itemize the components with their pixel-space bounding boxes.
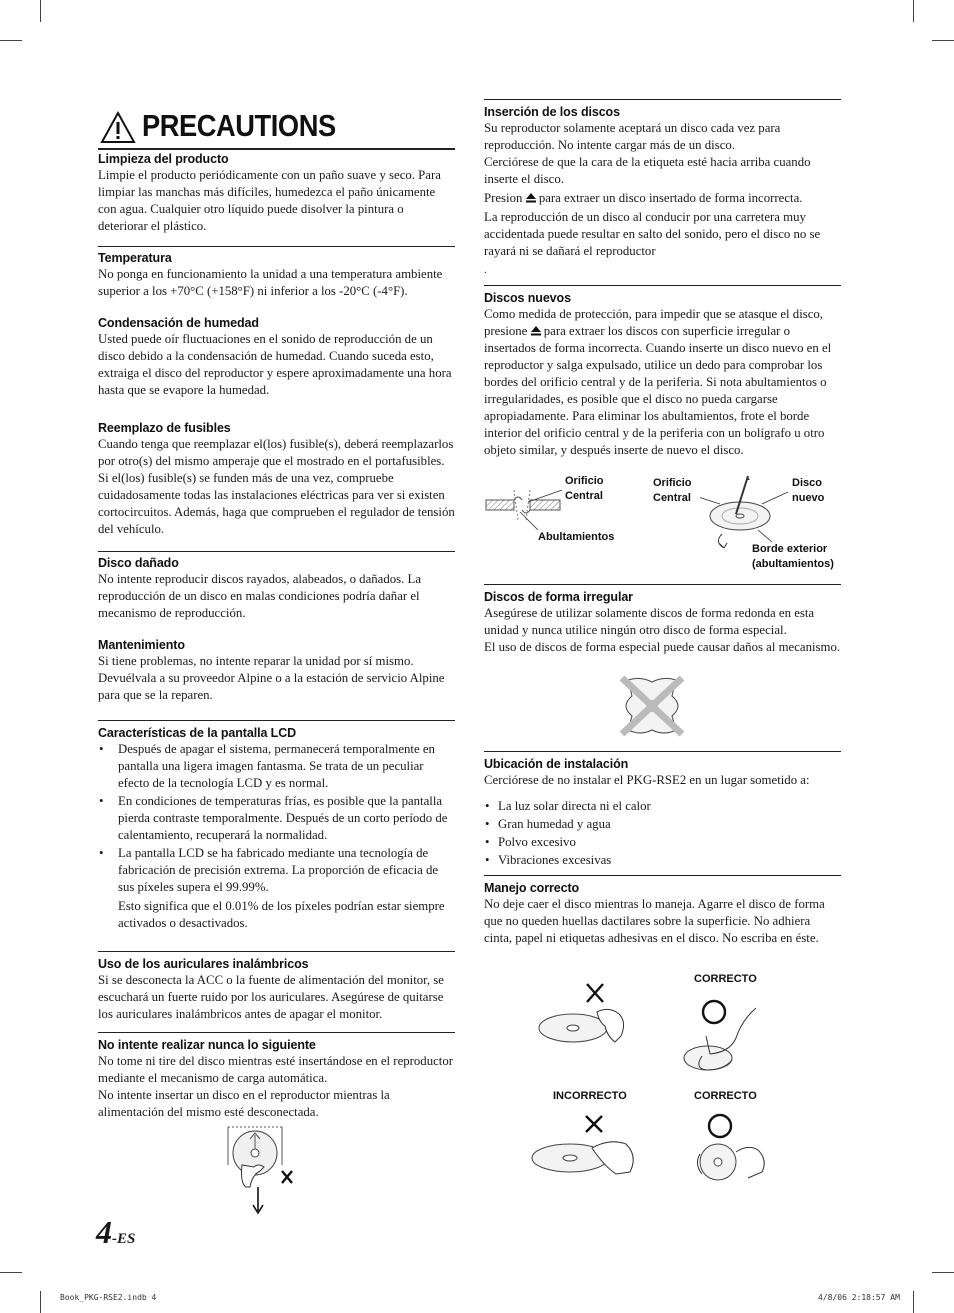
disc-handling-incorrect-1 <box>535 980 635 1052</box>
page-number-digit: 4 <box>96 1214 112 1250</box>
section-limpieza <box>98 152 455 235</box>
page-title: PRECAUTIONS <box>142 108 336 143</box>
section-heading: Características de la pantalla LCD <box>98 726 297 740</box>
section-nunca <box>98 1038 455 1121</box>
section-text <box>484 306 841 459</box>
section-text: Asegúrese de utilizar solamente discos de forma redonda en esta unidad y nunca utilice ningún otro disco de forma especial. <box>484 606 815 637</box>
section-text: No ponga en funcionamiento la unidad a una temperatura ambiente superior a los +70°C (+158°F) ni inferior a los -20°C (-4°F). <box>98 267 443 298</box>
disc-handling-correct-1 <box>680 996 770 1076</box>
section-divider <box>98 951 455 952</box>
section-heading: No intente realizar nunca lo siguiente <box>98 1038 316 1052</box>
section-heading: Mantenimiento <box>98 638 185 652</box>
warning-icon <box>100 111 136 145</box>
section-divider <box>98 246 455 247</box>
list-item: • Después de apagar el sistema, permanecerá temporalmente en pantalla una ligera imagen fantasma. Se trata de un peculiar efecto de la tecnología LCD y es normal. <box>98 741 455 792</box>
section-heading: Ubicación de instalación <box>484 757 629 771</box>
section-text: Cuando tenga que reemplazar el(los) fusible(s), deberá reemplazarlos por otro(s) del mismo amperaje que el mostrado en el portafusibles. Si el(los) fusible(s) se funden más de una vez, compruebe cuidadosamente todas las instalaciones eléctricas para ver si existen cortocircuitos. Además, haga que comprueben el regulador de tensión del vehículo. <box>98 437 455 536</box>
section-text <box>484 190 841 207</box>
section-insercion <box>484 105 841 279</box>
section-divider <box>484 584 841 585</box>
section-manejo <box>484 881 841 947</box>
lcd-list <box>98 741 455 896</box>
section-divider <box>98 720 455 721</box>
section-text: No intente reproducir discos rayados, alabeados, o dañados. La reproducción de un disco en malas condiciones podría dañar el mecanismo de reproducción. <box>98 572 422 620</box>
section-irregular <box>484 590 841 656</box>
crop-mark <box>0 1272 22 1273</box>
page-title-block <box>98 108 455 150</box>
section-condensacion <box>98 316 455 399</box>
section-text: La reproducción de un disco al conducir por una carretera muy accidentada puede resultar en salto del sonido, pero el disco no se rayará ni se dañará el reproductor <box>484 210 821 258</box>
crop-mark <box>913 0 914 22</box>
list-item: • Vibraciones excesivas <box>484 852 841 869</box>
inline-text: para extraer los discos con superficie irregular o insertados de forma incorrecta. Cuando inserte un disco nuevo en el reproductor y salga expulsado, utilice un dedo para comprobar los bordes del orificio central y de la periferia. Si nota abultamientos o irregularidades, es posible que el disco no pueda cargarse apropiadamente. Para eliminar los abultamientos, frote el borde interior del orificio central y de la periferia con un bolígrafo u otro objeto similar, y después inserte de nuevo el disco. <box>484 324 832 457</box>
section-heading: Disco dañado <box>98 556 179 570</box>
section-text: Limpie el producto periódicamente con un paño suave y seco. Para limpiar las manchas más difíciles, humedezca el paño únicamente con agua. Cualquier otro líquido puede disolver la pintura o deteriorar el plástico. <box>98 168 441 233</box>
section-divider <box>98 1032 455 1033</box>
section-heading: Manejo correcto <box>484 881 580 895</box>
section-auriculares <box>98 957 455 1023</box>
list-item: • Gran humedad y agua <box>484 816 841 833</box>
section-heading: Discos nuevos <box>484 291 571 305</box>
label-orificio-central: Orificio Central <box>653 477 692 504</box>
crop-mark <box>0 40 22 41</box>
label-abultamientos: Abultamientos <box>538 531 615 543</box>
section-lcd <box>98 726 455 932</box>
inline-text: Como medida de protección, para impedir que se atasque el disco, presione <box>484 307 824 338</box>
eject-icon <box>531 326 541 336</box>
inline-text: Presion <box>484 191 523 205</box>
disc-handling-incorrect-2 <box>530 1112 642 1178</box>
section-temperatura <box>98 251 455 300</box>
list-item: • La pantalla LCD se ha fabricado mediante una tecnología de fabricación de precisión extrema. La proporción de eficacia de sus píxeles supera el 99.99%. <box>98 845 455 896</box>
section-danado <box>98 556 455 622</box>
location-list <box>484 798 841 869</box>
section-heading: Reemplazo de fusibles <box>98 421 231 435</box>
label-correcto: CORRECTO <box>694 973 757 985</box>
section-divider <box>484 285 841 286</box>
page-number <box>96 1214 135 1251</box>
footer-date-info: 4/8/06 2:18:57 AM <box>818 1293 900 1302</box>
crop-mark <box>932 40 954 41</box>
label-correcto: CORRECTO <box>694 1090 757 1102</box>
irregular-disc-illustration <box>614 674 690 738</box>
section-heading: Condensación de humedad <box>98 316 259 330</box>
label-borde-exterior: Borde exterior (abultamientos) <box>752 543 834 570</box>
section-divider <box>484 99 841 100</box>
list-item: • La luz solar directa ni el calor <box>484 798 841 815</box>
section-text: Cerciórese de no instalar el PKG-RSE2 en un lugar sometido a: <box>484 773 810 787</box>
section-divider <box>98 551 455 552</box>
section-text: Si tiene problemas, no intente reparar la unidad por sí mismo. Devuélvala a su proveedor Alpine o a la estación de servicio Alpine para que se la reparen. <box>98 654 445 702</box>
section-heading: Inserción de los discos <box>484 105 620 119</box>
crop-mark <box>40 1291 41 1313</box>
label-incorrecto: INCORRECTO <box>553 1090 627 1102</box>
eject-icon <box>526 193 536 203</box>
crop-mark <box>40 0 41 22</box>
section-divider <box>484 875 841 876</box>
title-rule <box>98 148 455 150</box>
section-heading: Temperatura <box>98 251 172 265</box>
page-number-suffix: -ES <box>112 1231 136 1247</box>
section-ubicacion <box>484 757 841 870</box>
section-text: Cerciórese de que la cara de la etiqueta esté hacia arriba cuando inserte el disco. <box>484 155 811 186</box>
section-text: Su reproductor solamente aceptará un disco cada vez para reproducción. No intente cargar más de un disco. <box>484 121 781 152</box>
disc-cross-section-illustration <box>484 480 564 530</box>
section-text: No tome ni tire del disco mientras esté insertándose en el reproductor mediante el mecanismo de carga automática. <box>98 1054 454 1085</box>
label-disco-nuevo: Disco nuevo <box>792 477 825 504</box>
footer-file-info: Book_PKG-RSE2.indb 4 <box>60 1293 157 1302</box>
section-text: No intente insertar un disco en el reproductor mientras la alimentación del mismo esté desconectada. <box>98 1088 390 1119</box>
disc-handling-correct-2 <box>692 1112 772 1182</box>
crop-mark <box>932 1272 954 1273</box>
section-fusibles <box>98 421 455 538</box>
section-divider <box>484 751 841 752</box>
section-heading: Uso de los auriculares inalámbricos <box>98 957 309 971</box>
section-text: Usted puede oír fluctuaciones en el sonido de reproducción de un disco debido a la condensación de humedad. Cuando suceda esto, extraiga el disco del reproductor y espere aproximadamente una hora hasta que se evapore la humedad. <box>98 332 452 397</box>
section-heading: Limpieza del producto <box>98 152 229 166</box>
label-orificio-central: Orificio Central <box>565 475 604 502</box>
list-item: • En condiciones de temperaturas frías, es posible que la pantalla pierda contraste temporalmente. Después de un corto período de calentamiento, recuperará la normalidad. <box>98 793 455 844</box>
section-nuevos <box>484 291 841 459</box>
section-text: El uso de discos de forma especial puede causar daños al mecanismo. <box>484 640 841 654</box>
section-text: Esto significa que el 0.01% de los píxeles podrían estar siempre activados o desactivados. <box>118 899 445 930</box>
disc-slot-illustration <box>220 1125 302 1217</box>
section-text: No deje caer el disco mientras lo maneja. Agarre el disco de forma que no queden huellas dactilares sobre la superficie. No adhiera cinta, papel ni etiquetas adhesivas en el disco. No escriba en éste. <box>484 897 825 945</box>
section-mantenimiento <box>98 638 455 704</box>
crop-mark <box>913 1291 914 1313</box>
list-item: • Polvo excesivo <box>484 834 841 851</box>
inline-text: para extraer un disco insertado de forma incorrecta. <box>538 191 803 205</box>
section-text: Si se desconecta la ACC o la fuente de alimentación del monitor, se escuchará un fuerte ruido por los auriculares. Asegúrese de quitarse los auriculares inalámbricos antes de apagar el monitor. <box>98 973 444 1021</box>
section-text: . <box>484 264 487 276</box>
section-heading: Discos de forma irregular <box>484 590 633 604</box>
